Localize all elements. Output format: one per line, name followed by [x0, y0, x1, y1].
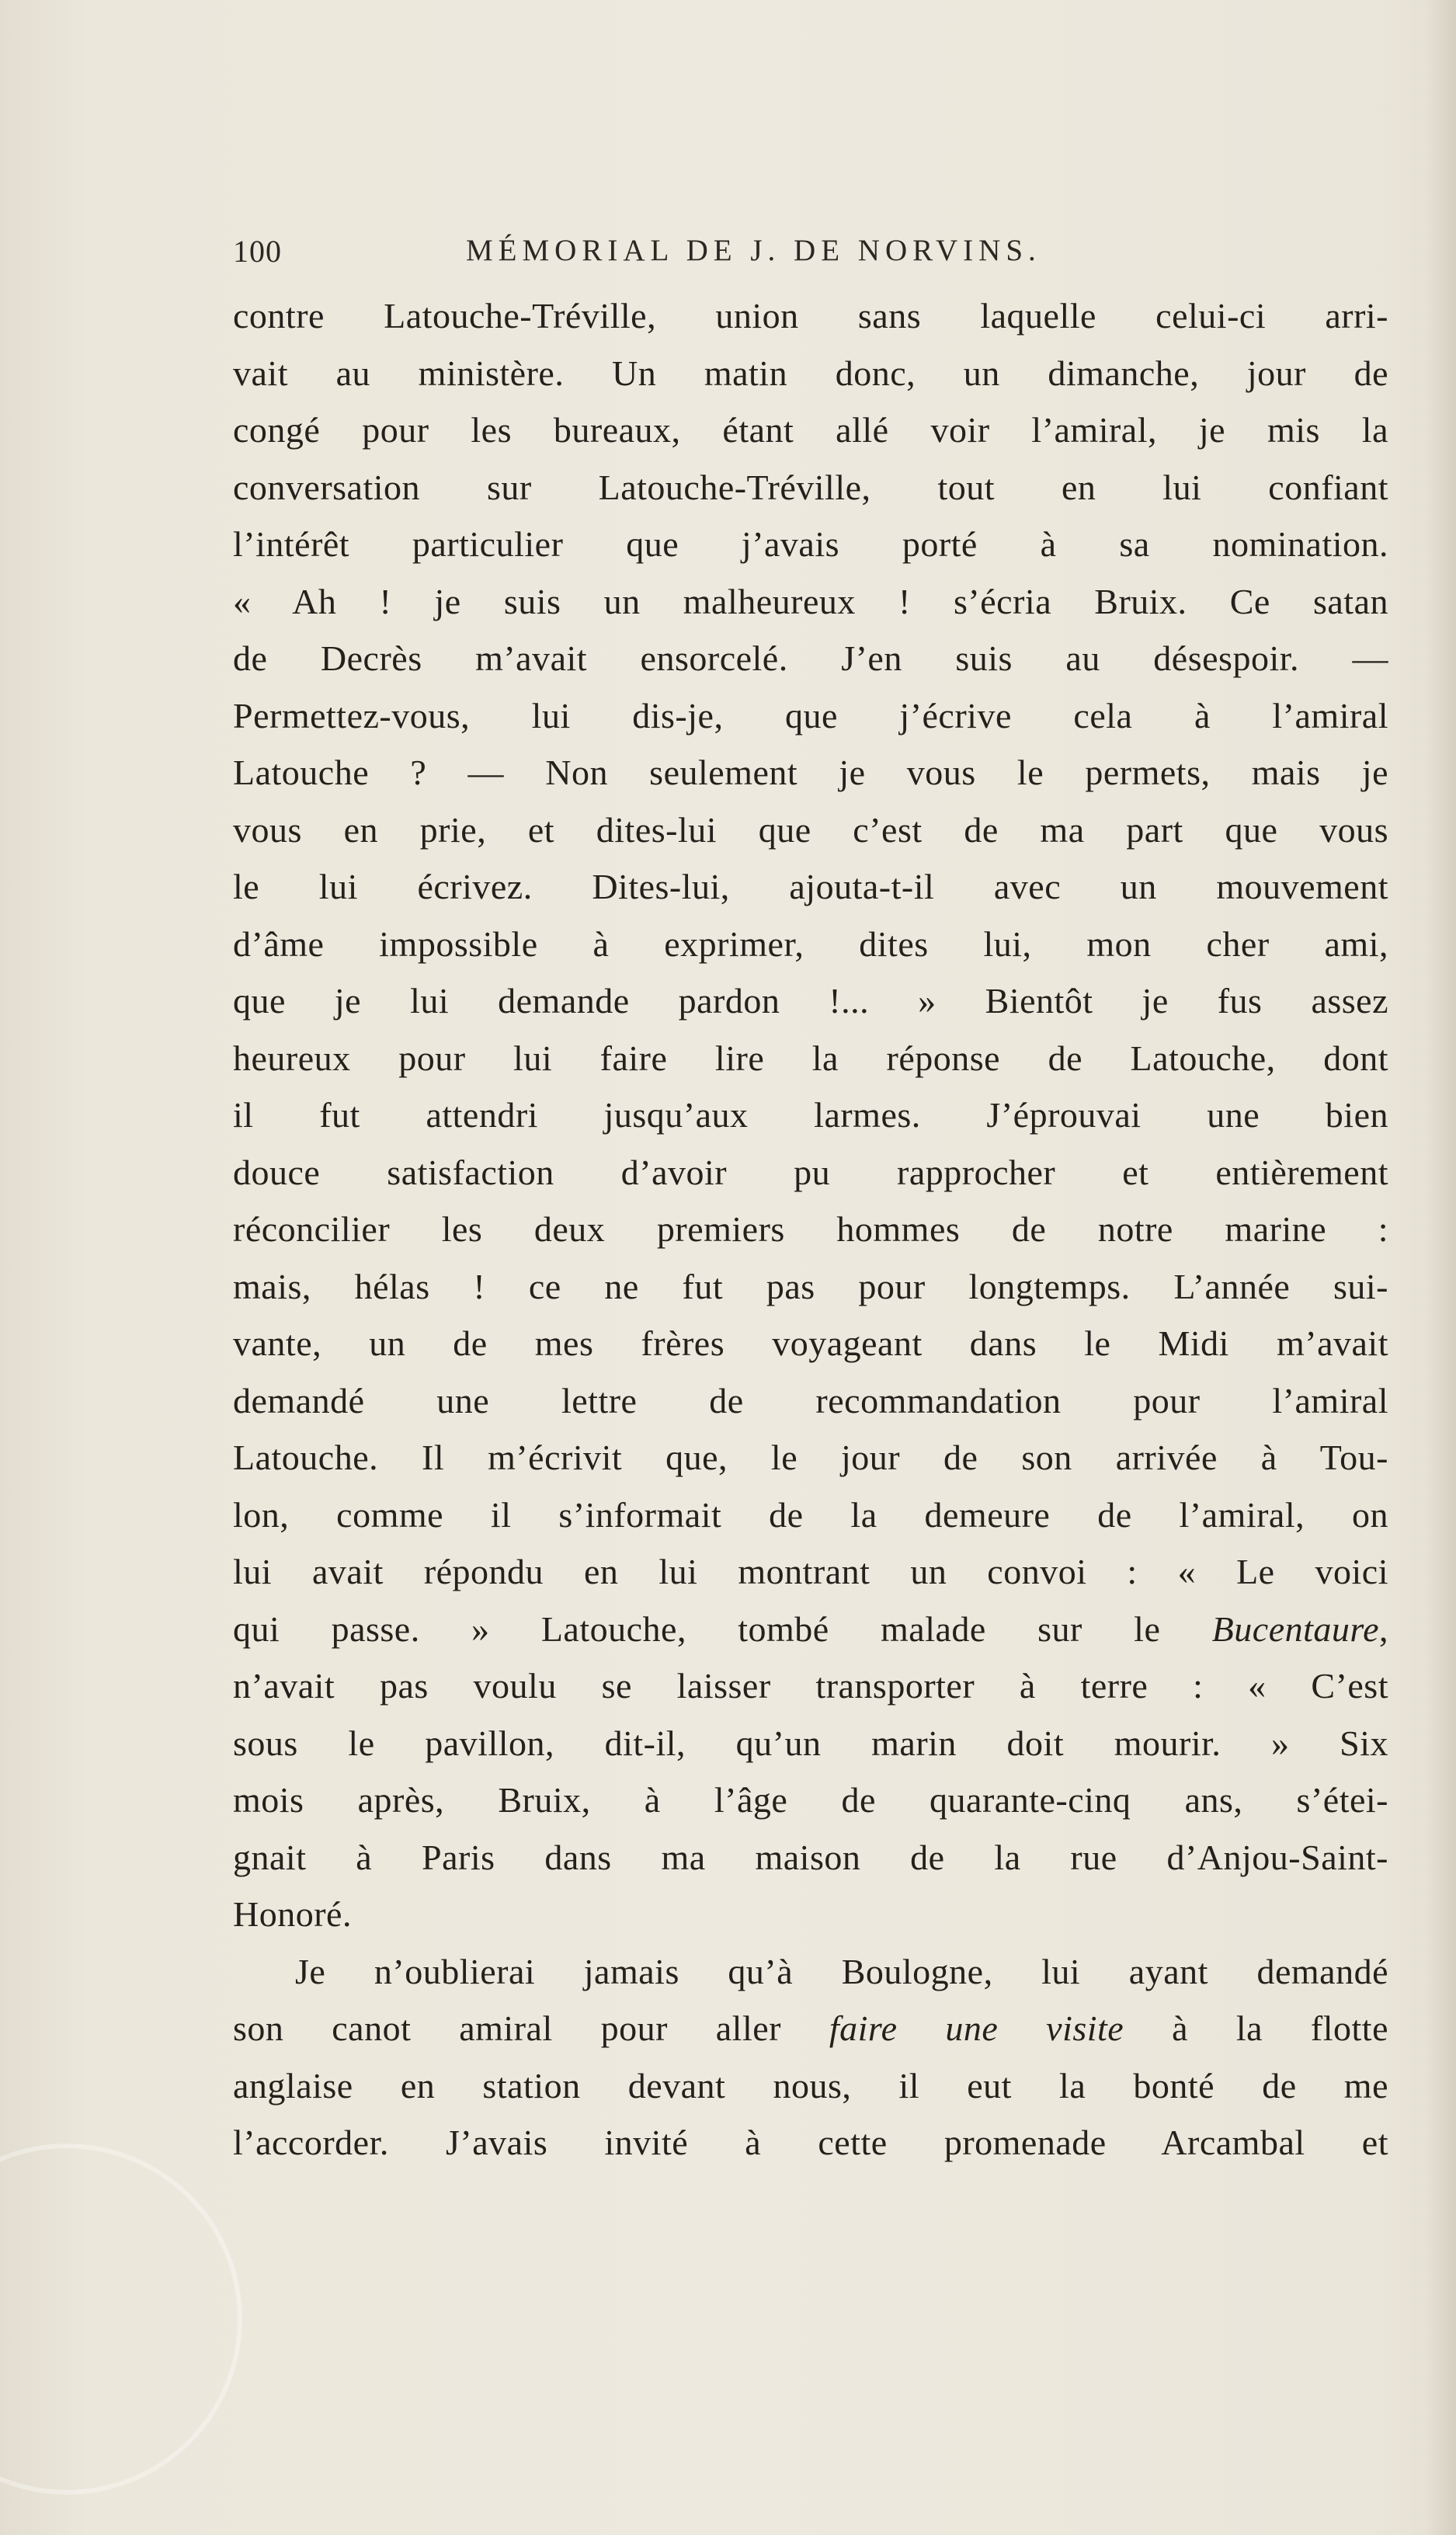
text-segment: son canot amiral pour aller: [233, 2008, 829, 2048]
running-title: MÉMORIAL DE J. DE NORVINS.: [466, 234, 1041, 267]
text-line: que je lui demande pardon !... » Bientôt je fus assez: [233, 981, 1388, 1021]
page-number: 100: [233, 234, 282, 269]
text-line: lui avait répondu en lui montrant un convoi : « Le voici: [233, 1552, 1388, 1591]
text-line: contre Latouche-Tréville, union sans laquelle celui-ci arri-: [233, 296, 1388, 336]
text-line-with-italic: [233, 2000, 1388, 2057]
text-line: vous en prie, et dites-lui que c’est de ma part que vous: [233, 809, 1388, 850]
text-line: d’âme impossible à exprimer, dites lui, mon cher ami,: [233, 923, 1388, 964]
text-line: demandé une lettre de recommandation pour l’amiral: [233, 1380, 1388, 1421]
body-text: [233, 287, 1388, 2172]
text-line: de Decrès m’avait ensorcelé. J’en suis au désespoir. —: [233, 638, 1388, 678]
library-stamp-circle: [0, 2144, 242, 2495]
text-line: anglaise en station devant nous, il eut la bonté de me: [233, 2065, 1388, 2106]
italic-ship-name: Bucentaure: [1211, 1608, 1379, 1649]
text-line: Latouche ? — Non seulement je vous le permets, mais je: [233, 753, 1388, 792]
text-line: n’avait pas voulu se laisser transporter à terre : « C’est: [233, 1666, 1388, 1706]
text-line: réconcilier les deux premiers hommes de notre marine :: [233, 1209, 1388, 1249]
text-line: il fut attendri jusqu’aux larmes. J’éprouvai une bien: [233, 1095, 1388, 1135]
text-line: vait au ministère. Un matin donc, un dimanche, jour de: [233, 353, 1388, 393]
page-header: [233, 233, 1382, 280]
text-line-paragraph-start: Je n’oublierai jamais qu’à Boulogne, lui ayant demandé: [295, 1951, 1388, 1991]
text-line: sous le pavillon, dit-il, qu’un marin doit mourir. » Six: [233, 1723, 1388, 1763]
text-line: congé pour les bureaux, étant allé voir l’amiral, je mis la: [233, 410, 1388, 450]
text-line-paragraph-end: Honoré.: [233, 1894, 352, 1934]
text-line: Latouche. Il m’écrivit que, le jour de son arrivée à Tou-: [233, 1438, 1388, 1477]
italic-phrase: faire une visite: [829, 2008, 1124, 2048]
text-line: heureux pour lui faire lire la réponse de Latouche, dont: [233, 1038, 1388, 1078]
text-line: vante, un de mes frères voyageant dans le Midi m’avait: [233, 1323, 1388, 1363]
text-line: Permettez-vous, lui dis-je, que j’écrive cela à l’amiral: [233, 695, 1388, 735]
text-segment: qui passe. » Latouche, tombé malade sur le: [233, 1608, 1212, 1649]
text-segment: ,: [1379, 1608, 1388, 1649]
text-line: mois après, Bruix, à l’âge de quarante-cinq ans, s’étei-: [233, 1780, 1388, 1820]
text-line: l’accorder. J’avais invité à cette promenade Arcambal et: [233, 2123, 1388, 2162]
text-segment: à la flotte: [1124, 2008, 1388, 2048]
text-line-with-italic: [233, 1601, 1388, 1658]
text-line: mais, hélas ! ce ne fut pas pour longtemps. L’année sui-: [233, 1266, 1388, 1306]
text-line: « Ah ! je suis un malheureux ! s’écria Bruix. Ce satan: [233, 581, 1388, 621]
text-line: l’intérêt particulier que j’avais porté à sa nomination.: [233, 524, 1388, 564]
text-line: gnait à Paris dans ma maison de la rue d’Anjou-Saint-: [233, 1837, 1388, 1877]
text-line: le lui écrivez. Dites-lui, ajouta-t-il avec un mouvement: [233, 867, 1388, 906]
text-line: conversation sur Latouche-Tréville, tout en lui confiant: [233, 467, 1388, 507]
text-line: lon, comme il s’informait de la demeure de l’amiral, on: [233, 1494, 1388, 1535]
text-line: douce satisfaction d’avoir pu rapprocher et entièrement: [233, 1152, 1388, 1192]
page-edge-shadow: [1425, 0, 1456, 2535]
